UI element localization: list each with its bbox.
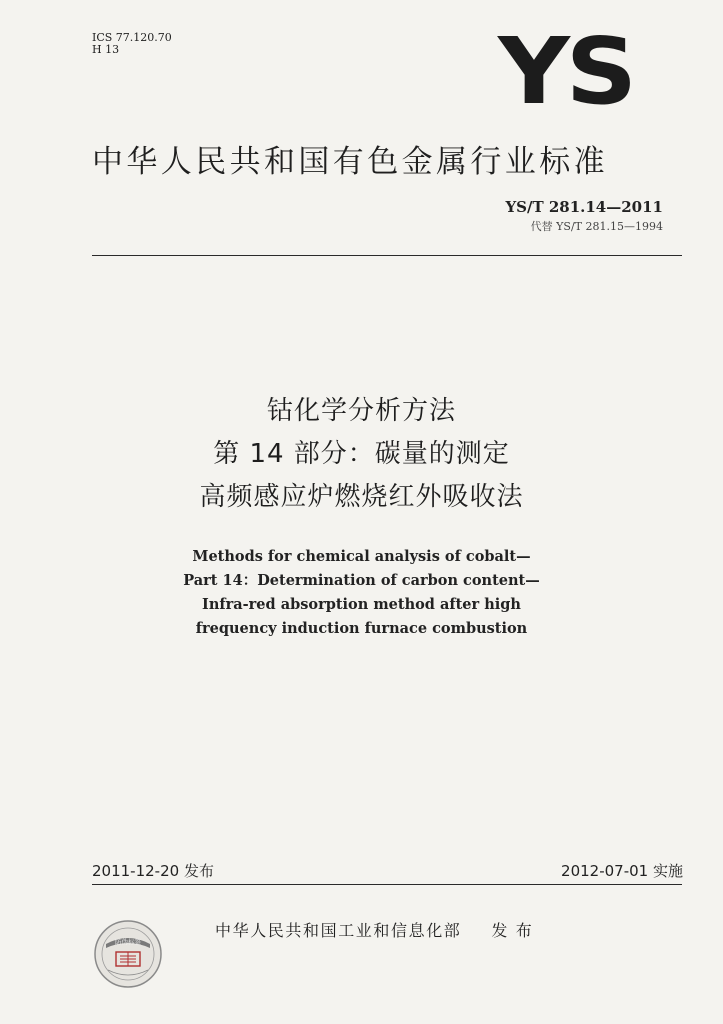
ys-logo: YS bbox=[498, 18, 633, 125]
issuer-action: 发 布 bbox=[491, 921, 534, 940]
top-divider bbox=[92, 255, 682, 256]
standard-category-title: 中华人民共和国有色金属行业标准 bbox=[92, 144, 608, 180]
english-title-line-1: Methods for chemical analysis of cobalt— bbox=[192, 548, 531, 565]
classification-codes bbox=[92, 32, 172, 56]
standard-number: YS/T 281.14—2011 bbox=[505, 198, 663, 216]
bottom-divider bbox=[92, 884, 682, 885]
english-title-line-3: Infra-red absorption method after high bbox=[202, 596, 521, 613]
chinese-title bbox=[0, 390, 723, 519]
english-title-line-2: Part 14：Determination of carbon content— bbox=[183, 572, 540, 589]
english-title bbox=[0, 545, 723, 641]
anti-counterfeit-seal-icon bbox=[92, 918, 164, 990]
issuing-authority bbox=[215, 918, 533, 941]
english-title-line-4: frequency induction furnace combustion bbox=[195, 620, 528, 637]
implementation-date: 2012-07-01 实施 bbox=[561, 862, 683, 880]
chinese-title-line-2: 第 14 部分：碳量的测定 bbox=[213, 439, 510, 469]
chinese-title-line-1: 钴化学分析方法 bbox=[266, 396, 456, 426]
ccs-code: H 13 bbox=[92, 43, 120, 56]
ics-code: ICS 77.120.70 bbox=[92, 31, 172, 44]
chinese-title-line-3: 高频感应炉燃烧红外吸收法 bbox=[199, 482, 524, 512]
standard-number-block bbox=[505, 198, 663, 234]
replaces-standard: 代替 YS/T 281.15—1994 bbox=[530, 220, 663, 233]
seal-top-text: 防伪标签 bbox=[115, 938, 141, 946]
issue-date: 2011-12-20 发布 bbox=[92, 862, 214, 880]
issuer-name: 中华人民共和国工业和信息化部 bbox=[215, 921, 462, 940]
